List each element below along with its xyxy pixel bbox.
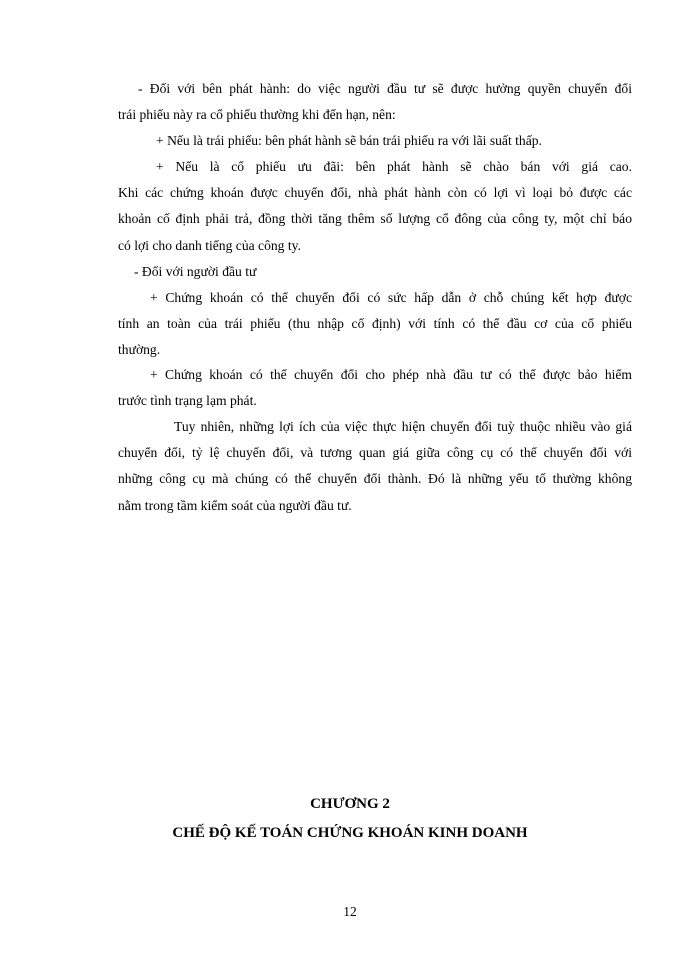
paragraph-bond-case	[118, 128, 632, 154]
paragraph-line: trước tình trạng lạm phát.	[118, 393, 257, 409]
paragraph-issuer	[118, 76, 632, 128]
paragraph-inflation	[118, 362, 632, 414]
paragraph-line: tính an toàn của trái phiếu (thu nhập cố định) với tính có thể đầu cơ của cổ phiếu	[118, 316, 632, 332]
paragraph-line: + Nếu là trái phiếu: bên phát hành sẽ bán trái phiếu ra với lãi suất thấp.	[156, 133, 542, 148]
paragraph-preferred-case	[118, 154, 632, 259]
paragraph-line: nằm trong tầm kiểm soát của người đầu tư.	[118, 497, 352, 513]
page-number: 12	[343, 904, 357, 919]
paragraph-line: + Chứng khoán có thể chuyển đổi có sức hấp dẫn ở chỗ chúng kết hợp được	[150, 290, 632, 305]
paragraph-attractiveness	[118, 285, 632, 364]
paragraph-line: chuyển đổi, tỷ lệ chuyển đổi, và tương quan giá giữa công cụ có thể chuyển đổi với	[118, 445, 632, 461]
chapter-number: CHƯƠNG 2	[310, 796, 390, 812]
paragraph-line: trái phiếu này ra cổ phiếu thường khi đến hạn, nên:	[118, 107, 396, 123]
chapter-title: CHẾ ĐỘ KẾ TOÁN CHỨNG KHOÁN KINH DOANH	[172, 825, 528, 841]
paragraph-line: Khi các chứng khoán được chuyển đổi, nhà phát hành còn có lợi vì loại bỏ được các	[118, 185, 632, 201]
paragraph-line: những công cụ mà chúng có thể chuyển đổi thành. Đó là những yếu tố thường không	[118, 471, 632, 487]
paragraph-line: Tuy nhiên, những lợi ích của việc thực hiện chuyển đổi tuỳ thuộc nhiều vào giá	[174, 419, 632, 434]
paragraph-line: - Đối với người đầu tư	[134, 264, 257, 279]
paragraph-line: - Đối với bên phát hành: do việc người đầu tư sẽ được hưởng quyền chuyển đổi	[138, 81, 632, 96]
paragraph-investor	[118, 259, 632, 285]
paragraph-line: thường.	[118, 342, 161, 358]
paragraph-line: + Nếu là cổ phiếu ưu đãi: bên phát hành sẽ chào bán với giá cao.	[156, 159, 632, 174]
paragraph-line: có lợi cho danh tiếng của công ty.	[118, 237, 301, 253]
paragraph-conclusion	[118, 414, 632, 519]
paragraph-line: + Chứng khoán có thể chuyển đổi cho phép nhà đầu tư có thể được bảo hiểm	[150, 367, 632, 382]
paragraph-line: khoản cố định phải trả, đồng thời tăng thêm số lượng cổ đông của công ty, một chỉ báo	[118, 211, 632, 227]
